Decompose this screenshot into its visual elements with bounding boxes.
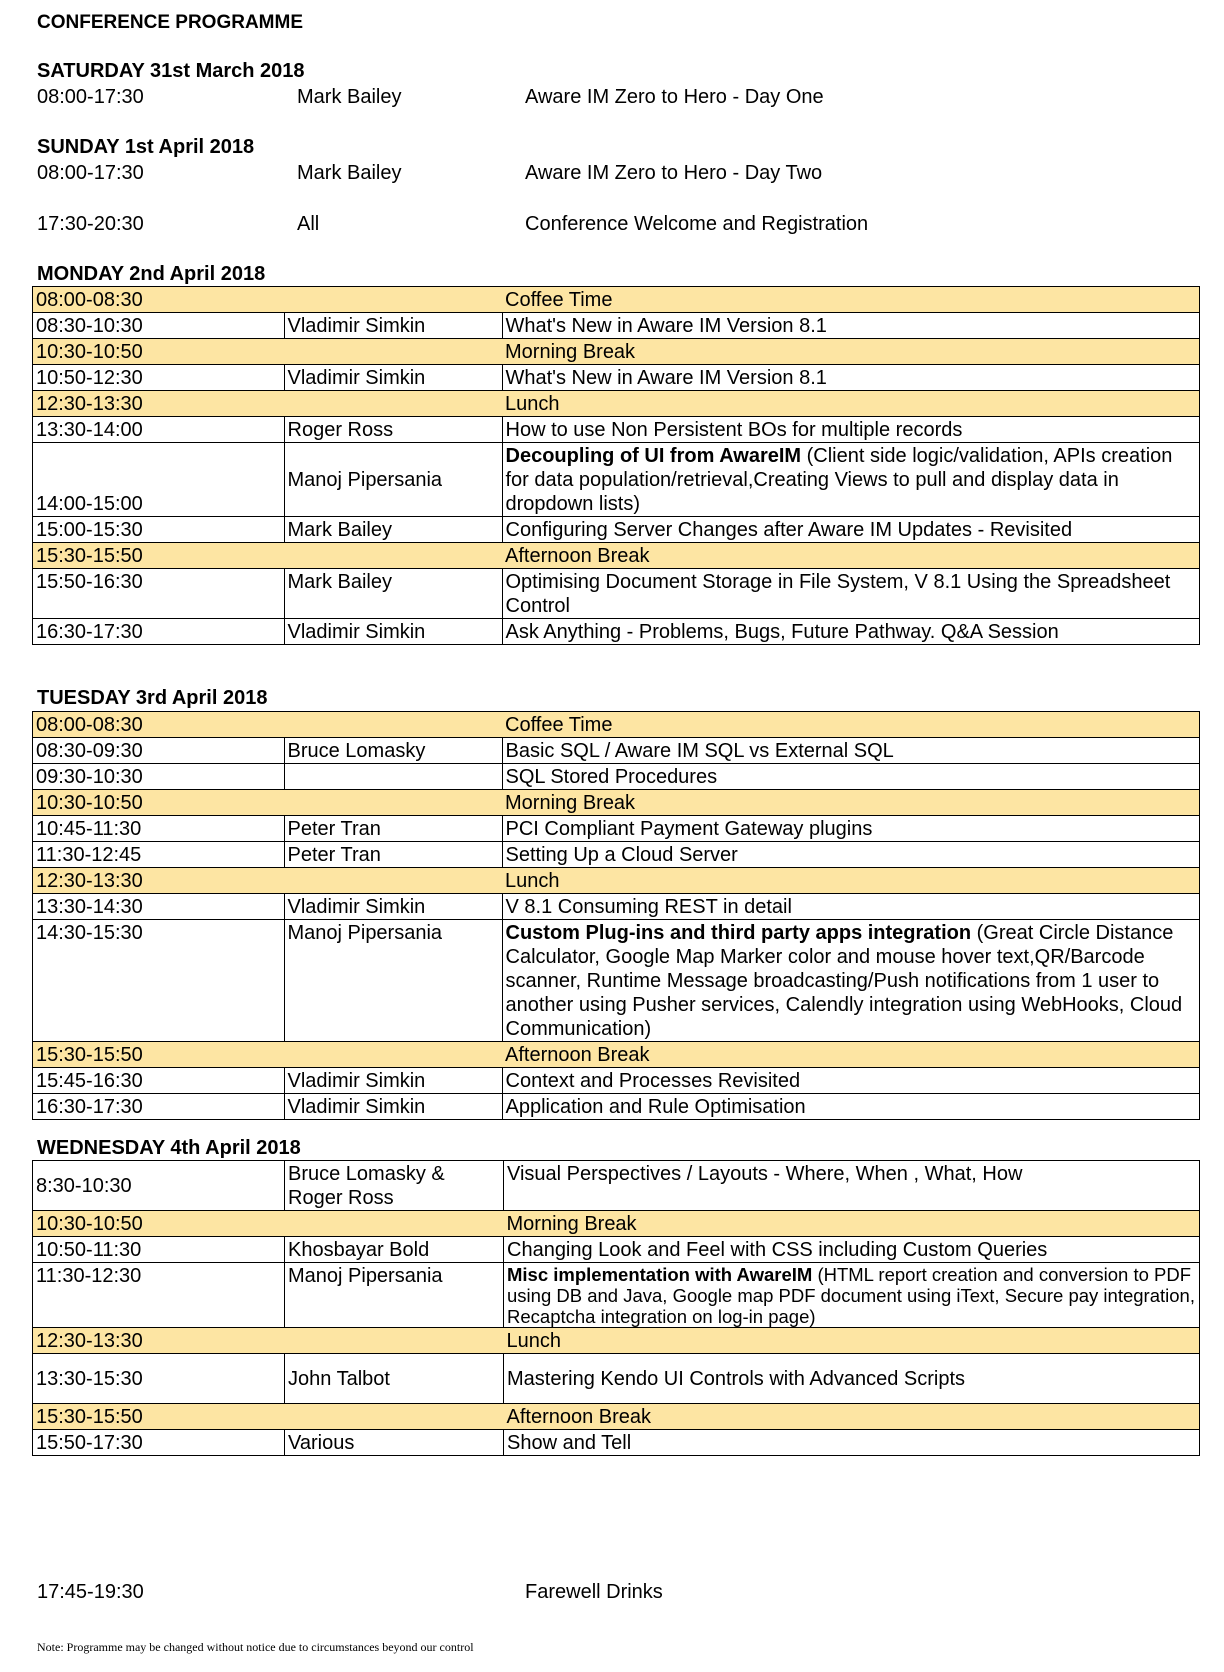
session-time: 17:45-19:30 bbox=[37, 1581, 144, 1603]
session-time: 15:50-16:30 bbox=[33, 569, 285, 619]
table-row bbox=[33, 920, 1200, 1042]
break-row bbox=[33, 543, 1200, 569]
session-speaker: Khosbayar Bold bbox=[285, 1237, 504, 1263]
footnote: Note: Programme may be changed without notice due to circumstances beyond our control bbox=[37, 1640, 474, 1654]
table-row bbox=[33, 619, 1200, 645]
session-title: Lunch bbox=[504, 1328, 1200, 1354]
session-title: Coffee Time bbox=[502, 287, 1200, 313]
wednesday-schedule-table bbox=[32, 1160, 1200, 1456]
session-title-bold: Misc implementation with AwareIM bbox=[507, 1264, 813, 1285]
session-title-detail: (HTML report creation and conversion to PDF using DB and Java, Google map PDF document using iText, Secure pay integration, Recaptcha integration on log-in page) bbox=[507, 1264, 1195, 1327]
session-speaker: Vladimir Simkin bbox=[284, 894, 502, 920]
saturday-session bbox=[37, 86, 1199, 112]
session-speaker: Manoj Pipersania bbox=[285, 1263, 504, 1328]
session-title-detail: (Client side logic/validation, APIs creation for data population/retrieval,Creating Views to pull and display data in dropdown lists) bbox=[505, 445, 1173, 515]
session-title: V 8.1 Consuming REST in detail bbox=[502, 894, 1200, 920]
session-title: Lunch bbox=[502, 391, 1200, 417]
break-row bbox=[33, 1211, 1200, 1237]
session-title: Ask Anything - Problems, Bugs, Future Pathway. Q&A Session bbox=[502, 619, 1200, 645]
session-title: Aware IM Zero to Hero - Day One bbox=[525, 86, 824, 108]
session-speaker: Vladimir Simkin bbox=[284, 313, 502, 339]
session-speaker bbox=[284, 868, 502, 894]
table-row bbox=[33, 517, 1200, 543]
sunday-session bbox=[37, 213, 1199, 239]
break-row bbox=[33, 868, 1200, 894]
session-time: 11:30-12:30 bbox=[33, 1263, 285, 1328]
session-title: SQL Stored Procedures bbox=[502, 764, 1200, 790]
session-speaker bbox=[285, 1211, 504, 1237]
session-speaker bbox=[285, 1404, 504, 1430]
table-row bbox=[33, 313, 1200, 339]
session-speaker: Vladimir Simkin bbox=[284, 365, 502, 391]
monday-heading: MONDAY 2nd April 2018 bbox=[37, 263, 266, 285]
session-title: Setting Up a Cloud Server bbox=[502, 842, 1200, 868]
session-title: Basic SQL / Aware IM SQL vs External SQL bbox=[502, 738, 1200, 764]
table-row bbox=[33, 1354, 1200, 1404]
session-time: 12:30-13:30 bbox=[33, 868, 285, 894]
tuesday-heading: TUESDAY 3rd April 2018 bbox=[37, 687, 268, 709]
session-speaker: Vladimir Simkin bbox=[284, 1068, 502, 1094]
session-time: 09:30-10:30 bbox=[33, 764, 285, 790]
session-time: 12:30-13:30 bbox=[33, 1328, 285, 1354]
table-row bbox=[33, 764, 1200, 790]
closing-session bbox=[37, 1581, 1199, 1607]
session-title: Morning Break bbox=[504, 1211, 1200, 1237]
session-time: 13:30-14:30 bbox=[33, 894, 285, 920]
session-speaker bbox=[284, 712, 502, 738]
session-speaker bbox=[284, 790, 502, 816]
session-title: Afternoon Break bbox=[502, 1042, 1200, 1068]
table-row bbox=[33, 1068, 1200, 1094]
session-time: 13:30-14:00 bbox=[33, 417, 285, 443]
session-speaker: Manoj Pipersania bbox=[284, 443, 502, 517]
session-speaker: Manoj Pipersania bbox=[284, 920, 502, 1042]
session-speaker: Mark Bailey bbox=[297, 86, 402, 108]
break-row bbox=[33, 1328, 1200, 1354]
table-row bbox=[33, 569, 1200, 619]
session-speaker: Various bbox=[285, 1430, 504, 1456]
session-speaker: Mark Bailey bbox=[284, 569, 502, 619]
session-time: 10:30-10:50 bbox=[33, 790, 285, 816]
page-title: CONFERENCE PROGRAMME bbox=[37, 12, 304, 33]
saturday-heading: SATURDAY 31st March 2018 bbox=[37, 60, 305, 82]
session-speaker: Mark Bailey bbox=[284, 517, 502, 543]
session-title-bold: Decoupling of UI from AwareIM bbox=[505, 445, 802, 467]
session-time: 10:45-11:30 bbox=[33, 816, 285, 842]
session-speaker: Peter Tran bbox=[284, 842, 502, 868]
table-row bbox=[33, 1094, 1200, 1120]
session-title bbox=[502, 443, 1200, 517]
table-row bbox=[33, 365, 1200, 391]
session-speaker bbox=[284, 1042, 502, 1068]
sunday-heading: SUNDAY 1st April 2018 bbox=[37, 136, 255, 158]
session-title: Application and Rule Optimisation bbox=[502, 1094, 1200, 1120]
session-time: 12:30-13:30 bbox=[33, 391, 285, 417]
session-title: Mastering Kendo UI Controls with Advanced Scripts bbox=[504, 1354, 1200, 1404]
session-time: 14:00-15:00 bbox=[33, 443, 285, 517]
session-time: 8:30-10:30 bbox=[33, 1161, 285, 1211]
session-time: 08:30-09:30 bbox=[33, 738, 285, 764]
session-time: 15:00-15:30 bbox=[33, 517, 285, 543]
break-row bbox=[33, 339, 1200, 365]
break-row bbox=[33, 391, 1200, 417]
session-time: 16:30-17:30 bbox=[33, 1094, 285, 1120]
session-time: 08:00-17:30 bbox=[37, 86, 144, 108]
session-time: 11:30-12:45 bbox=[33, 842, 285, 868]
session-time: 08:00-17:30 bbox=[37, 162, 144, 184]
session-time: 15:45-16:30 bbox=[33, 1068, 285, 1094]
session-title: Optimising Document Storage in File System, V 8.1 Using the Spreadsheet Control bbox=[502, 569, 1200, 619]
session-title: Aware IM Zero to Hero - Day Two bbox=[525, 162, 823, 184]
wednesday-heading: WEDNESDAY 4th April 2018 bbox=[37, 1137, 301, 1159]
session-speaker bbox=[284, 339, 502, 365]
break-row bbox=[33, 287, 1200, 313]
session-time: 10:30-10:50 bbox=[33, 339, 285, 365]
table-row bbox=[33, 1237, 1200, 1263]
session-speaker bbox=[284, 391, 502, 417]
table-row bbox=[33, 842, 1200, 868]
session-time: 08:30-10:30 bbox=[33, 313, 285, 339]
session-time: 17:30-20:30 bbox=[37, 213, 144, 235]
table-row bbox=[33, 443, 1200, 517]
session-speaker: All bbox=[297, 213, 320, 235]
session-title bbox=[502, 920, 1200, 1042]
session-title-detail: (Great Circle Distance Calculator, Google Map Marker color and mouse hover text,QR/Barcode scanner, Runtime Message broadcasting/Push notifications from 1 user to another using Pusher services, Calendly integration using WebHooks, Cloud Communication) bbox=[505, 922, 1183, 1040]
session-time: 13:30-15:30 bbox=[33, 1354, 285, 1404]
session-time: 16:30-17:30 bbox=[33, 619, 285, 645]
table-row bbox=[33, 417, 1200, 443]
session-title: Morning Break bbox=[502, 339, 1200, 365]
session-title: Show and Tell bbox=[504, 1430, 1200, 1456]
session-title: Farewell Drinks bbox=[525, 1581, 663, 1603]
session-title: How to use Non Persistent BOs for multiple records bbox=[502, 417, 1200, 443]
table-row bbox=[33, 816, 1200, 842]
session-speaker: Vladimir Simkin bbox=[284, 1094, 502, 1120]
session-title: Morning Break bbox=[502, 790, 1200, 816]
table-row bbox=[33, 894, 1200, 920]
session-time: 10:50-12:30 bbox=[33, 365, 285, 391]
session-title: Coffee Time bbox=[502, 712, 1200, 738]
session-speaker bbox=[284, 543, 502, 569]
session-time: 08:00-08:30 bbox=[33, 712, 285, 738]
session-speaker bbox=[284, 764, 502, 790]
session-title: Visual Perspectives / Layouts - Where, When , What, How bbox=[504, 1161, 1200, 1211]
session-title: PCI Compliant Payment Gateway plugins bbox=[502, 816, 1200, 842]
session-speaker bbox=[285, 1328, 504, 1354]
session-time: 15:50-17:30 bbox=[33, 1430, 285, 1456]
table-row bbox=[33, 1430, 1200, 1456]
session-time: 14:30-15:30 bbox=[33, 920, 285, 1042]
table-row bbox=[33, 1161, 1200, 1211]
session-speaker: Mark Bailey bbox=[297, 162, 402, 184]
session-time: 15:30-15:50 bbox=[33, 1404, 285, 1430]
session-time: 15:30-15:50 bbox=[33, 543, 285, 569]
table-row bbox=[33, 1263, 1200, 1328]
sunday-session bbox=[37, 162, 1199, 188]
table-row bbox=[33, 738, 1200, 764]
break-row bbox=[33, 712, 1200, 738]
session-title-bold: Custom Plug-ins and third party apps integration bbox=[505, 922, 972, 944]
session-title: Context and Processes Revisited bbox=[502, 1068, 1200, 1094]
session-title bbox=[504, 1263, 1200, 1328]
break-row bbox=[33, 790, 1200, 816]
session-title: Lunch bbox=[502, 868, 1200, 894]
session-speaker: Roger Ross bbox=[284, 417, 502, 443]
session-title: Changing Look and Feel with CSS including Custom Queries bbox=[504, 1237, 1200, 1263]
tuesday-schedule-table bbox=[32, 711, 1200, 1120]
break-row bbox=[33, 1042, 1200, 1068]
session-title: What's New in Aware IM Version 8.1 bbox=[502, 313, 1200, 339]
session-title: What's New in Aware IM Version 8.1 bbox=[502, 365, 1200, 391]
session-speaker: Peter Tran bbox=[284, 816, 502, 842]
session-speaker: John Talbot bbox=[285, 1354, 504, 1404]
break-row bbox=[33, 1404, 1200, 1430]
session-speaker: Vladimir Simkin bbox=[284, 619, 502, 645]
session-title: Afternoon Break bbox=[504, 1404, 1200, 1430]
session-speaker: Bruce Lomasky & Roger Ross bbox=[285, 1161, 504, 1211]
session-time: 15:30-15:50 bbox=[33, 1042, 285, 1068]
session-title: Configuring Server Changes after Aware IM Updates - Revisited bbox=[502, 517, 1200, 543]
session-speaker: Bruce Lomasky bbox=[284, 738, 502, 764]
session-time: 08:00-08:30 bbox=[33, 287, 285, 313]
session-time: 10:30-10:50 bbox=[33, 1211, 285, 1237]
session-time: 10:50-11:30 bbox=[33, 1237, 285, 1263]
session-title: Conference Welcome and Registration bbox=[525, 213, 869, 235]
monday-schedule-table bbox=[32, 286, 1200, 645]
session-title: Afternoon Break bbox=[502, 543, 1200, 569]
session-speaker bbox=[284, 287, 502, 313]
